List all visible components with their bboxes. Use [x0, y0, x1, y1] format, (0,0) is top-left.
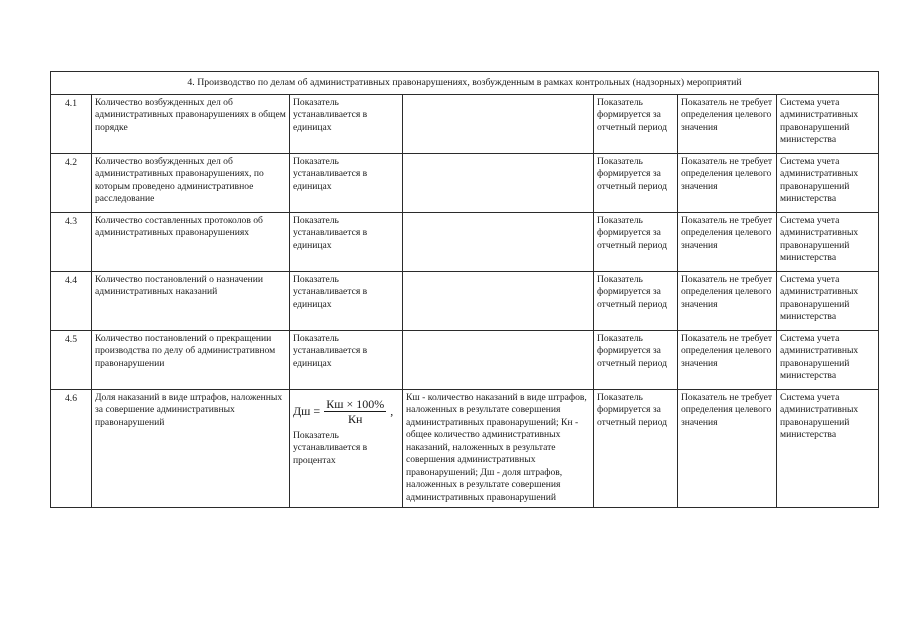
target-value-cell: Показатель не требует определения целевого значения — [678, 212, 777, 271]
table-row — [51, 212, 879, 271]
reporting-period-cell: Показатель формируется за отчетный период — [594, 212, 678, 271]
indicator-name-cell: Количество возбужденных дел об административных правонарушениях в общем порядке — [92, 94, 290, 153]
indicator-name-cell: Количество возбужденных дел об административных правонарушениях, по которым проведено административное расследование — [92, 153, 290, 212]
document-page — [50, 71, 878, 508]
table-row — [51, 271, 879, 330]
reporting-period-cell: Показатель формируется за отчетный период — [594, 153, 678, 212]
target-value-cell: Показатель не требует определения целевого значения — [678, 330, 777, 389]
formula-numerator: Кш × 100% — [326, 396, 385, 411]
table-row — [51, 330, 879, 389]
formula-end: , — [390, 404, 394, 419]
row-number-cell: 4.5 — [51, 330, 92, 389]
calculation-method-cell: Показатель устанавливается в единицах — [290, 271, 403, 330]
data-source-cell: Система учета административных правонарушений министерства — [777, 153, 879, 212]
row-number-cell: 4.1 — [51, 94, 92, 153]
target-value-cell: Показатель не требует определения целевого значения — [678, 153, 777, 212]
target-value-cell: Показатель не требует определения целевого значения — [678, 389, 777, 508]
data-source-cell: Система учета административных правонарушений министерства — [777, 330, 879, 389]
calculation-method-cell: Показатель устанавливается в единицах — [290, 94, 403, 153]
formula-description-cell — [403, 212, 594, 271]
indicators-table — [50, 71, 879, 508]
formula-description-cell — [403, 94, 594, 153]
indicator-name-cell: Количество постановлений о назначении административных наказаний — [92, 271, 290, 330]
calculation-method-cell — [290, 389, 403, 508]
section-header-row — [51, 72, 879, 95]
row-number-cell: 4.6 — [51, 389, 92, 508]
row-number-cell: 4.2 — [51, 153, 92, 212]
indicator-name-cell: Количество составленных протоколов об административных правонарушениях — [92, 212, 290, 271]
formula-description-cell — [403, 153, 594, 212]
reporting-period-cell: Показатель формируется за отчетный период — [594, 271, 678, 330]
data-source-cell: Система учета административных правонарушений министерства — [777, 212, 879, 271]
row-number-cell: 4.4 — [51, 271, 92, 330]
formula — [293, 398, 399, 426]
indicator-name-cell: Количество постановлений о прекращении производства по делу об административном правонарушении — [92, 330, 290, 389]
data-source-cell: Система учета административных правонарушений министерства — [777, 271, 879, 330]
formula-denominator: Кн — [347, 412, 363, 426]
table-row — [51, 389, 879, 508]
calculation-method-cell: Показатель устанавливается в единицах — [290, 212, 403, 271]
table-body — [51, 72, 879, 508]
indicator-name-cell: Доля наказаний в виде штрафов, наложенных за совершение административных правонарушений — [92, 389, 290, 508]
reporting-period-cell: Показатель формируется за отчетный период — [594, 330, 678, 389]
target-value-cell: Показатель не требует определения целевого значения — [678, 271, 777, 330]
data-source-cell: Система учета административных правонарушений министерства — [777, 94, 879, 153]
formula-lhs: Дш = — [293, 404, 321, 419]
reporting-period-cell: Показатель формируется за отчетный период — [594, 389, 678, 508]
target-value-cell: Показатель не требует определения целевого значения — [678, 94, 777, 153]
calculation-method-note: Показатель устанавливается в процентах — [293, 429, 368, 466]
section-title: 4. Производство по делам об административных правонарушениях, возбужденным в рамках контрольных (надзорных) мероприятий — [51, 72, 879, 95]
formula-description-cell: Кш - количество наказаний в виде штрафов, наложенных в результате совершения административных правонарушений; Кн - общее количество административных наказаний, наложенных в результате совершения административных правонарушений; Дш - доля штрафов, наложенных в результате совершения административных правонарушений — [403, 389, 594, 508]
table-row — [51, 94, 879, 153]
formula-fraction — [324, 398, 386, 426]
reporting-period-cell: Показатель формируется за отчетный период — [594, 94, 678, 153]
calculation-method-cell: Показатель устанавливается в единицах — [290, 153, 403, 212]
row-number-cell: 4.3 — [51, 212, 92, 271]
formula-description-cell — [403, 271, 594, 330]
data-source-cell: Система учета административных правонарушений министерства — [777, 389, 879, 508]
table-row — [51, 153, 879, 212]
calculation-method-cell: Показатель устанавливается в единицах — [290, 330, 403, 389]
formula-description-cell — [403, 330, 594, 389]
